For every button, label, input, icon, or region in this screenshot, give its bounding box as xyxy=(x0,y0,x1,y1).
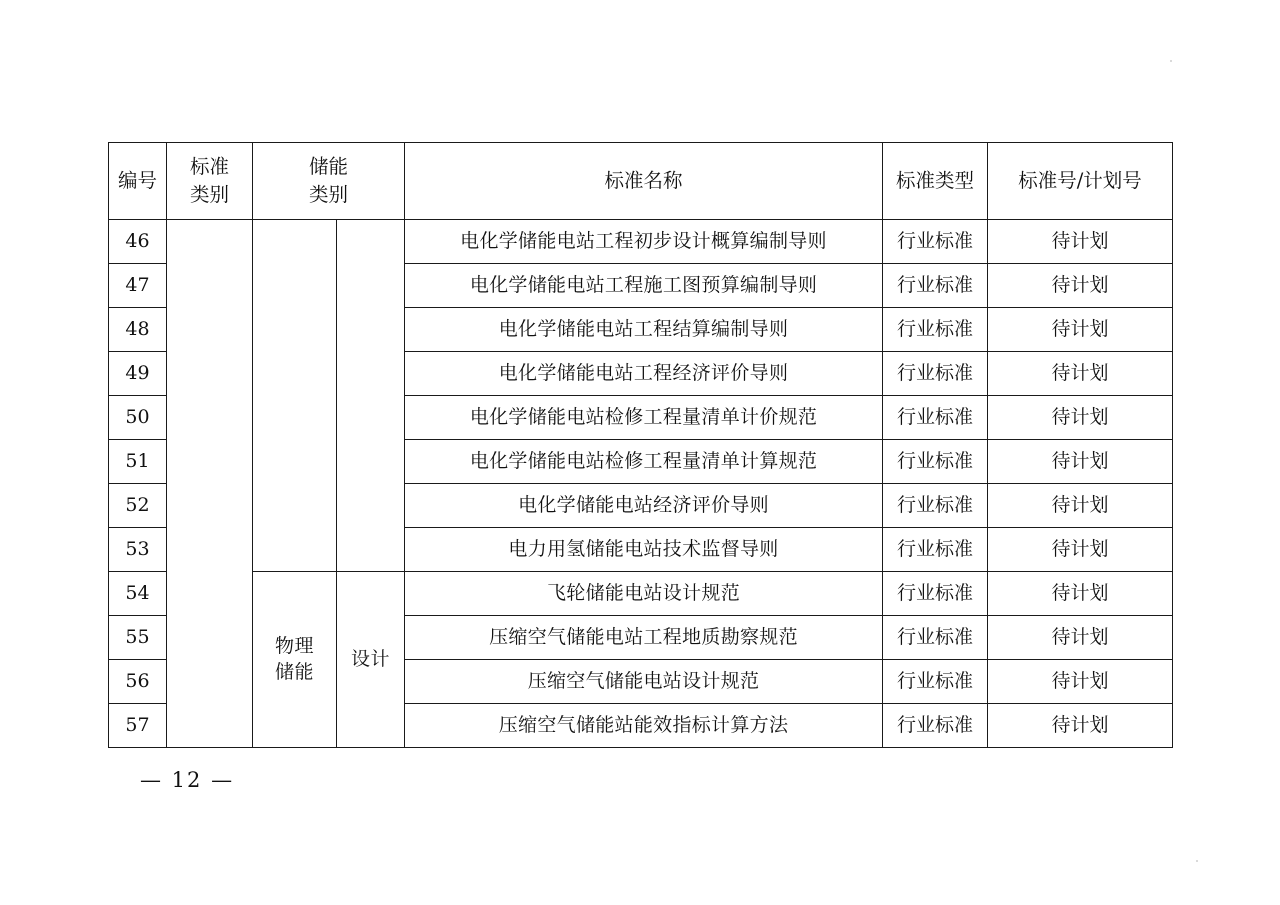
cell-no: 47 xyxy=(109,264,167,308)
column-header-standard-code: 标准号/计划号 xyxy=(988,143,1173,220)
cell-standard-code: 待计划 xyxy=(988,264,1173,308)
cell-standard-name: 电化学储能电站工程结算编制导则 xyxy=(405,308,883,352)
cell-standard-code: 待计划 xyxy=(988,396,1173,440)
cell-no: 56 xyxy=(109,660,167,704)
cell-standard-name: 电化学储能电站工程施工图预算编制导则 xyxy=(405,264,883,308)
standards-table xyxy=(108,142,1173,748)
table-row xyxy=(109,572,1173,616)
cell-standard-type: 行业标准 xyxy=(883,572,988,616)
cell-no: 52 xyxy=(109,484,167,528)
cell-no: 48 xyxy=(109,308,167,352)
cell-standard-code: 待计划 xyxy=(988,616,1173,660)
cell-standard-name: 电化学储能电站工程初步设计概算编制导则 xyxy=(405,220,883,264)
column-header-standard-category-line2: 类别 xyxy=(189,183,229,206)
cell-standard-code: 待计划 xyxy=(988,220,1173,264)
cell-standard-type: 行业标准 xyxy=(883,616,988,660)
cell-standard-code: 待计划 xyxy=(988,704,1173,748)
standards-table-container xyxy=(108,142,1172,748)
column-header-storage-category xyxy=(253,143,405,220)
storage-category-line2: 储能 xyxy=(274,660,314,683)
cell-standard-name: 电化学储能电站工程经济评价导则 xyxy=(405,352,883,396)
cell-standard-name: 压缩空气储能站能效指标计算方法 xyxy=(405,704,883,748)
cell-standard-code: 待计划 xyxy=(988,440,1173,484)
cell-no: 57 xyxy=(109,704,167,748)
cell-standard-type: 行业标准 xyxy=(883,396,988,440)
column-header-storage-category-line1: 储能 xyxy=(309,154,349,178)
column-header-standard-category-line1: 标准 xyxy=(189,154,229,178)
scan-speck xyxy=(1196,860,1198,862)
cell-no: 54 xyxy=(109,572,167,616)
cell-standard-code: 待计划 xyxy=(988,352,1173,396)
cell-subcategory-design: 设计 xyxy=(337,572,405,748)
cell-standard-code: 待计划 xyxy=(988,484,1173,528)
cell-standard-type: 行业标准 xyxy=(883,308,988,352)
cell-standard-type: 行业标准 xyxy=(883,440,988,484)
scan-speck xyxy=(1170,60,1172,62)
cell-standard-code: 待计划 xyxy=(988,660,1173,704)
cell-standard-name: 电化学储能电站经济评价导则 xyxy=(405,484,883,528)
column-header-standard-type: 标准类型 xyxy=(883,143,988,220)
cell-storage-category-blank xyxy=(253,220,337,572)
cell-standard-type: 行业标准 xyxy=(883,660,988,704)
column-header-storage-category-line2: 类别 xyxy=(309,183,349,206)
cell-subcategory-blank xyxy=(337,220,405,572)
cell-standard-name: 电力用氢储能电站技术监督导则 xyxy=(405,528,883,572)
cell-no: 53 xyxy=(109,528,167,572)
column-header-no: 编号 xyxy=(109,143,167,220)
cell-no: 51 xyxy=(109,440,167,484)
cell-standard-name: 压缩空气储能电站设计规范 xyxy=(405,660,883,704)
cell-standard-name: 飞轮储能电站设计规范 xyxy=(405,572,883,616)
cell-no: 55 xyxy=(109,616,167,660)
cell-standard-name: 压缩空气储能电站工程地质勘察规范 xyxy=(405,616,883,660)
cell-standard-type: 行业标准 xyxy=(883,220,988,264)
cell-no: 46 xyxy=(109,220,167,264)
table-header xyxy=(109,143,1173,220)
table-body xyxy=(109,220,1173,748)
cell-standard-type: 行业标准 xyxy=(883,528,988,572)
cell-standard-type: 行业标准 xyxy=(883,484,988,528)
cell-standard-code: 待计划 xyxy=(988,528,1173,572)
table-row xyxy=(109,220,1173,264)
page-number: — 12 — xyxy=(140,768,235,792)
cell-no: 49 xyxy=(109,352,167,396)
cell-standard-code: 待计划 xyxy=(988,308,1173,352)
cell-standard-code: 待计划 xyxy=(988,572,1173,616)
cell-standard-name: 电化学储能电站检修工程量清单计价规范 xyxy=(405,396,883,440)
table-header-row xyxy=(109,143,1173,220)
cell-standard-name: 电化学储能电站检修工程量清单计算规范 xyxy=(405,440,883,484)
cell-standard-type: 行业标准 xyxy=(883,264,988,308)
cell-storage-category-physical xyxy=(253,572,337,748)
cell-standard-type: 行业标准 xyxy=(883,352,988,396)
column-header-standard-category xyxy=(167,143,253,220)
storage-category-line1: 物理 xyxy=(274,634,314,657)
cell-standard-category xyxy=(167,220,253,748)
cell-no: 50 xyxy=(109,396,167,440)
cell-standard-type: 行业标准 xyxy=(883,704,988,748)
column-header-standard-name: 标准名称 xyxy=(405,143,883,220)
